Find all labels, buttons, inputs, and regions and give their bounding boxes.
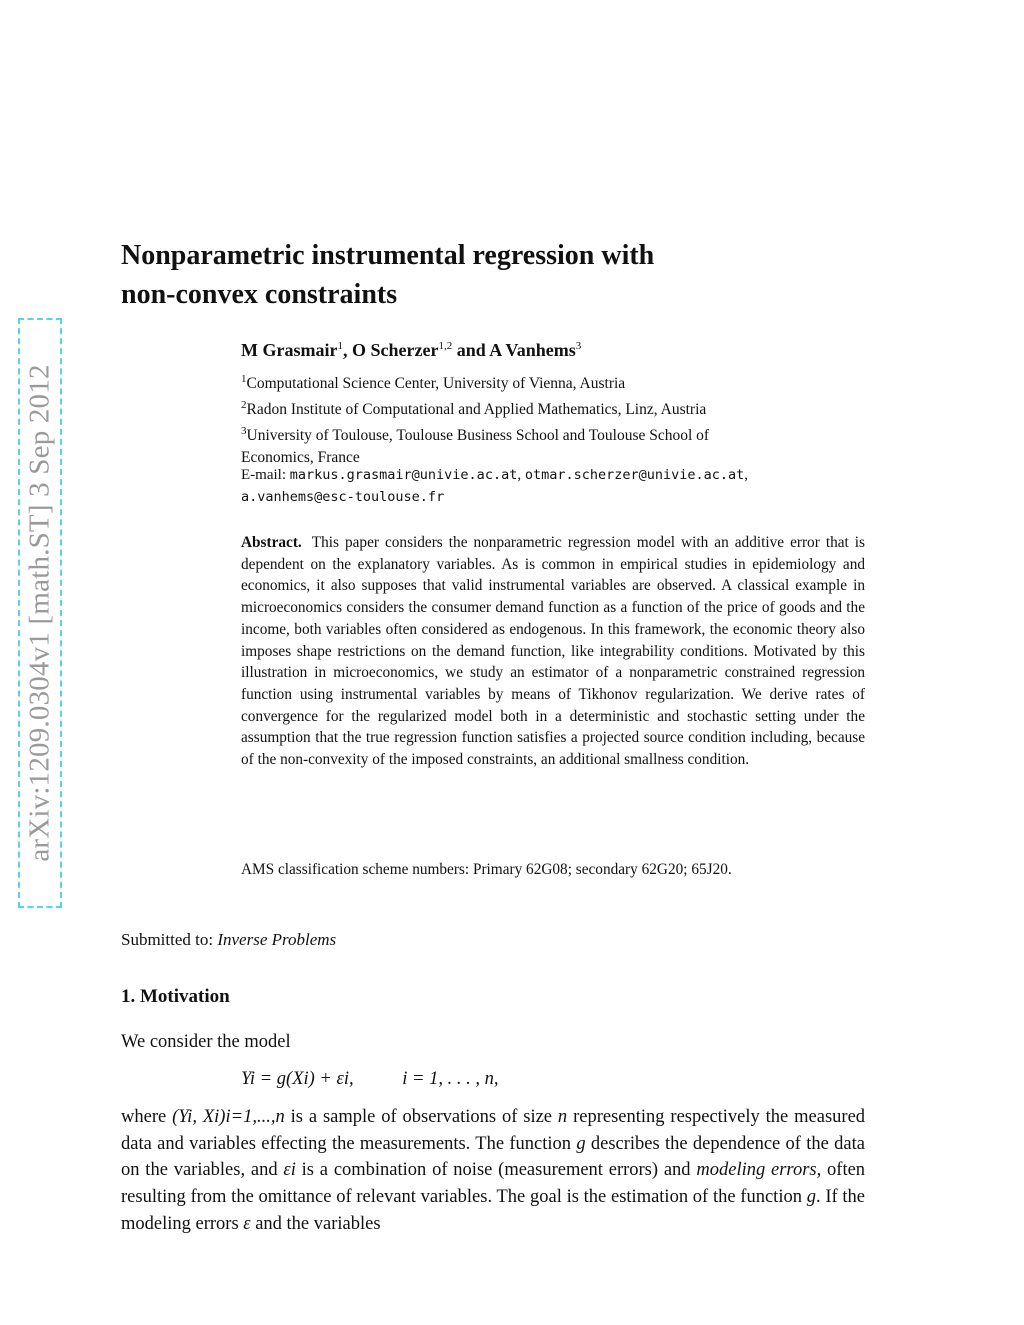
email-address[interactable]: a.vanhems@esc-toulouse.fr <box>241 489 445 505</box>
author-affil-marker: 1 <box>337 340 343 352</box>
submitted-label: Submitted to: <box>121 930 214 949</box>
body-text: is a combination of noise (measurement errors) and <box>301 1160 691 1181</box>
body-text: representing respectively the measured data and variables effecting the measurements. The function <box>121 1107 866 1154</box>
math-n: n <box>557 1107 568 1127</box>
body-text: describes the dependence of the data on the variables, and <box>121 1133 865 1181</box>
author-name: A Vanhems <box>489 340 576 360</box>
email-address[interactable]: otmar.scherzer@univie.ac.at <box>524 467 745 483</box>
abstract-label: Abstract. <box>241 534 302 551</box>
affiliation-number: 3 <box>241 424 247 437</box>
author-conjunction: and <box>456 340 486 360</box>
paper-title <box>121 236 881 314</box>
body-text: , often resulting from the omittance of relevant variables. The goal is the estimation of the function <box>121 1160 866 1208</box>
email-label: E-mail: <box>241 467 286 483</box>
affiliation-text: Computational Science Center, University of Vienna, Austria <box>246 375 626 393</box>
email-address[interactable]: markus.grasmair@univie.ac.at <box>289 467 518 483</box>
intro-sentence: We consider the model <box>121 1032 291 1052</box>
abstract-text: This paper considers the nonparametric regression model with an additive error that is dependent on the explanatory variables. As is common in empirical studies in epidemiology and economics, it also supposes that valid instrumental variables are observed. A classical example in microeconomics considers the consumer demand function as a function of the price of goods and the income, both variables often considered as endogenous. In this framework, the economic theory also imposes shape restrictions on the demand function, like integrability conditions. Motivated by this illustration in microeconomics, we study an estimator of a nonparametric constrained regression function using instrumental variables by means of Tikhonov regularization. We derive rates of convergence for the regularized model both in a deterministic and stochastic setting under the assumption that the true regression function satisfies a projected source condition including, because of the non-convexity of the imposed constraints, an additional smallness condition. <box>241 534 865 769</box>
body-paragraph <box>121 1104 865 1238</box>
ams-classification: AMS classification scheme numbers: Primary 62G08; secondary 62G20; 65J20. <box>241 861 732 878</box>
author-name: O Scherzer <box>351 340 439 360</box>
body-text: and the variables <box>255 1213 381 1234</box>
affiliation-line <box>241 421 841 447</box>
submitted-to <box>121 930 336 950</box>
author-affil-marker: 1,2 <box>438 340 453 352</box>
affiliation-text: University of Toulouse, Toulouse Business School and Toulouse School of <box>246 426 710 444</box>
math-epsilon: ε <box>243 1213 251 1234</box>
author-affil-marker: 3 <box>575 340 582 352</box>
math-g: g <box>576 1133 586 1154</box>
title-line-2: non-convex constraints <box>121 279 398 310</box>
arxiv-sidebar <box>18 318 62 908</box>
affiliations <box>241 369 841 468</box>
equation-lhs: Yi = g(Xi) + εi, <box>241 1069 354 1089</box>
affiliation-number: 1 <box>241 373 247 385</box>
emphasis-modeling-errors: modeling errors <box>696 1160 817 1181</box>
journal-name: Inverse Problems <box>217 930 337 949</box>
body-text: . If the modeling errors <box>121 1187 865 1234</box>
arxiv-identifier: arXiv:1209.0304v1 [math.ST] 3 Sep 2012 <box>23 364 56 862</box>
model-equation <box>241 1069 641 1090</box>
equation-index: i = 1, . . . , n, <box>402 1069 499 1089</box>
affiliation-line <box>241 369 841 395</box>
affiliation-text: Economics, France <box>241 448 360 466</box>
math-g: g <box>806 1187 816 1208</box>
author-name: M Grasmair <box>241 340 338 360</box>
title-line-1: Nonparametric instrumental regression with <box>121 240 655 271</box>
author-list: M Grasmair$^1$, O Scherzer$^{1,2}$ and A Vanhems$^3$ <box>241 340 582 360</box>
abstract <box>241 532 865 771</box>
math-epsilon-i: εi <box>283 1160 296 1181</box>
section-heading: 1. Motivation <box>121 986 230 1007</box>
email-block: E-mail: markus.grasmair@univie.ac.at, otmar.scherzer@univie.ac.at, a.vanhems@esc-toulouse.fr <box>241 467 749 505</box>
affiliation-line <box>241 395 841 421</box>
body-text: is a sample of observations of size <box>290 1107 553 1127</box>
body-text: where <box>121 1107 167 1127</box>
math-sample: (Yi, Xi)i=1,...,n <box>172 1107 285 1127</box>
affiliation-text: Radon Institute of Computational and Applied Mathematics, Linz, Austria <box>246 401 707 419</box>
affiliation-number: 2 <box>241 398 247 411</box>
